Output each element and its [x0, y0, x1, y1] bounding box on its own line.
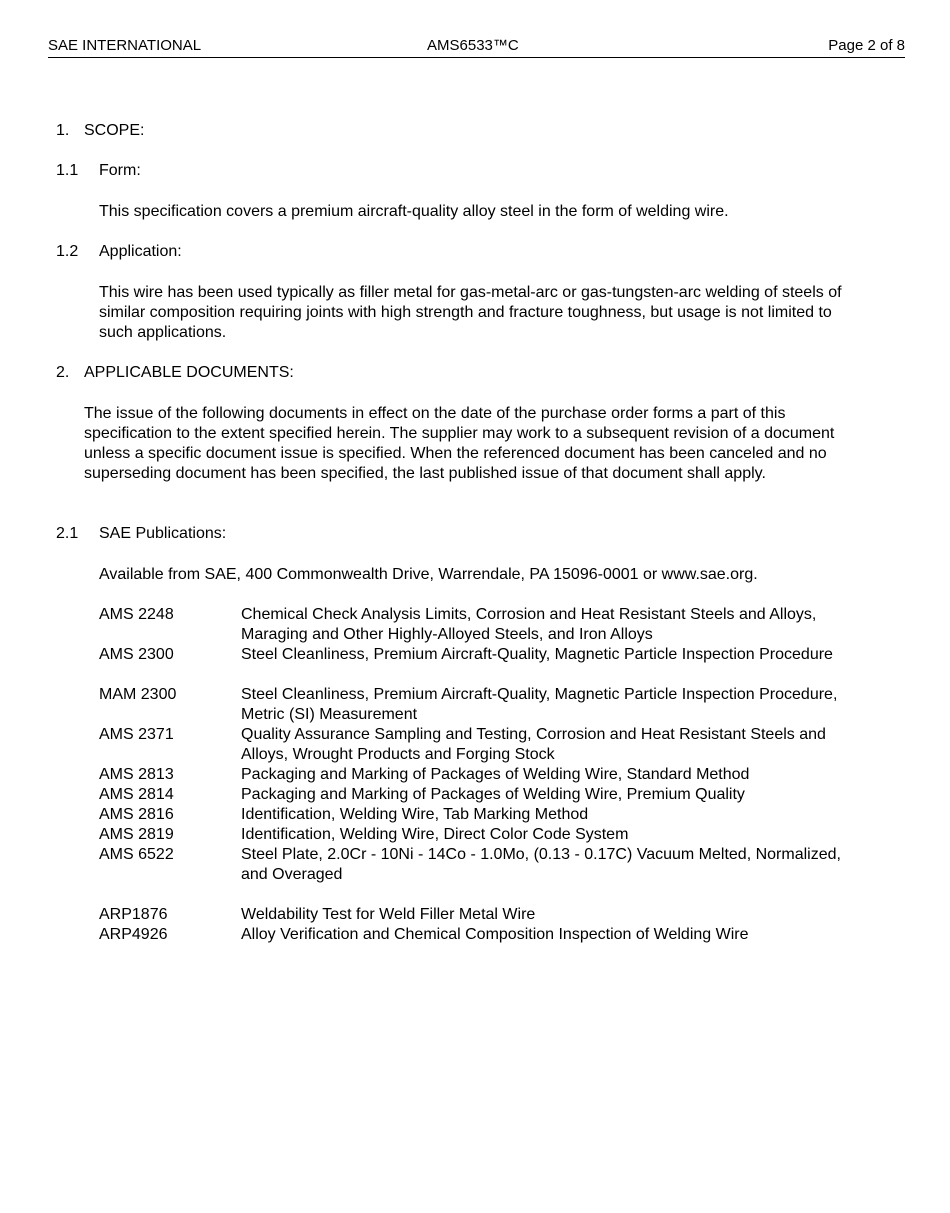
section-2-title: APPLICABLE DOCUMENTS:	[84, 364, 294, 381]
section-1-2-number: 1.2	[56, 243, 79, 260]
reference-title: Packaging and Marking of Packages of Welding Wire, Standard Method	[241, 766, 750, 783]
reference-title: Steel Plate, 2.0Cr - 10Ni - 14Co - 1.0Mo, (0.13 - 0.17C) Vacuum Melted, Normalized, and Overaged	[241, 846, 841, 883]
reference-code: AMS 2300	[99, 646, 174, 663]
reference-title: Identification, Welding Wire, Tab Marking Method	[241, 806, 589, 823]
page-header	[48, 36, 905, 56]
header-page-number: Page 2 of 8	[828, 37, 905, 54]
reference-code: AMS 2371	[99, 726, 174, 743]
reference-code: AMS 2816	[99, 806, 174, 823]
reference-title: Steel Cleanliness, Premium Aircraft-Quality, Magnetic Particle Inspection Procedure	[241, 646, 833, 663]
reference-code: ARP4926	[99, 926, 168, 943]
header-divider	[48, 57, 905, 58]
reference-title: Quality Assurance Sampling and Testing, Corrosion and Heat Resistant Steels and Alloys, Wrought Products and Forging Stock	[241, 726, 826, 763]
reference-code: AMS 2814	[99, 786, 174, 803]
section-1-1-number: 1.1	[56, 162, 79, 179]
reference-title: Chemical Check Analysis Limits, Corrosion and Heat Resistant Steels and Alloys, Maraging and Other Highly-Alloyed Steels, and Iron Alloys	[241, 606, 817, 643]
reference-code: AMS 2813	[99, 766, 174, 783]
section-2-1-body: Available from SAE, 400 Commonwealth Drive, Warrendale, PA 15096-0001 or www.sae.org.	[99, 566, 758, 583]
section-2-number: 2.	[56, 364, 70, 381]
section-1-1-title: Form:	[99, 162, 141, 179]
reference-code: AMS 2819	[99, 826, 174, 843]
section-2-1-title: SAE Publications:	[99, 525, 227, 542]
reference-code: AMS 2248	[99, 606, 174, 623]
section-1-number: 1.	[56, 122, 70, 139]
reference-title: Packaging and Marking of Packages of Welding Wire, Premium Quality	[241, 786, 745, 803]
header-org: SAE INTERNATIONAL	[48, 37, 202, 54]
section-1-1-body: This specification covers a premium aircraft-quality alloy steel in the form of welding wire.	[99, 203, 729, 220]
section-2-1-number: 2.1	[56, 525, 79, 542]
reference-title: Steel Cleanliness, Premium Aircraft-Quality, Magnetic Particle Inspection Procedure, Metric (SI) Measurement	[241, 686, 838, 723]
section-1-title: SCOPE:	[84, 122, 145, 139]
section-2-body: The issue of the following documents in effect on the date of the purchase order forms a part of this specification to the extent specified herein. The supplier may work to a subsequent revision of a document unless a specific document issue is specified. When the referenced document has been canceled and no superseding document has been specified, the last published issue of that document shall apply.	[84, 405, 835, 482]
reference-title: Weldability Test for Weld Filler Metal Wire	[241, 906, 536, 923]
reference-code: ARP1876	[99, 906, 168, 923]
reference-code: AMS 6522	[99, 846, 174, 863]
section-1-2-title: Application:	[99, 243, 182, 260]
reference-title: Identification, Welding Wire, Direct Color Code System	[241, 826, 629, 843]
section-1-2-body: This wire has been used typically as filler metal for gas-metal-arc or gas-tungsten-arc welding of steels of similar composition requiring joints with high strength and fracture toughness, but usage is not limited to such applications.	[99, 284, 842, 341]
reference-title: Alloy Verification and Chemical Composition Inspection of Welding Wire	[241, 926, 749, 943]
header-doc-number: AMS6533™C	[427, 37, 519, 54]
reference-code: MAM 2300	[99, 686, 177, 703]
